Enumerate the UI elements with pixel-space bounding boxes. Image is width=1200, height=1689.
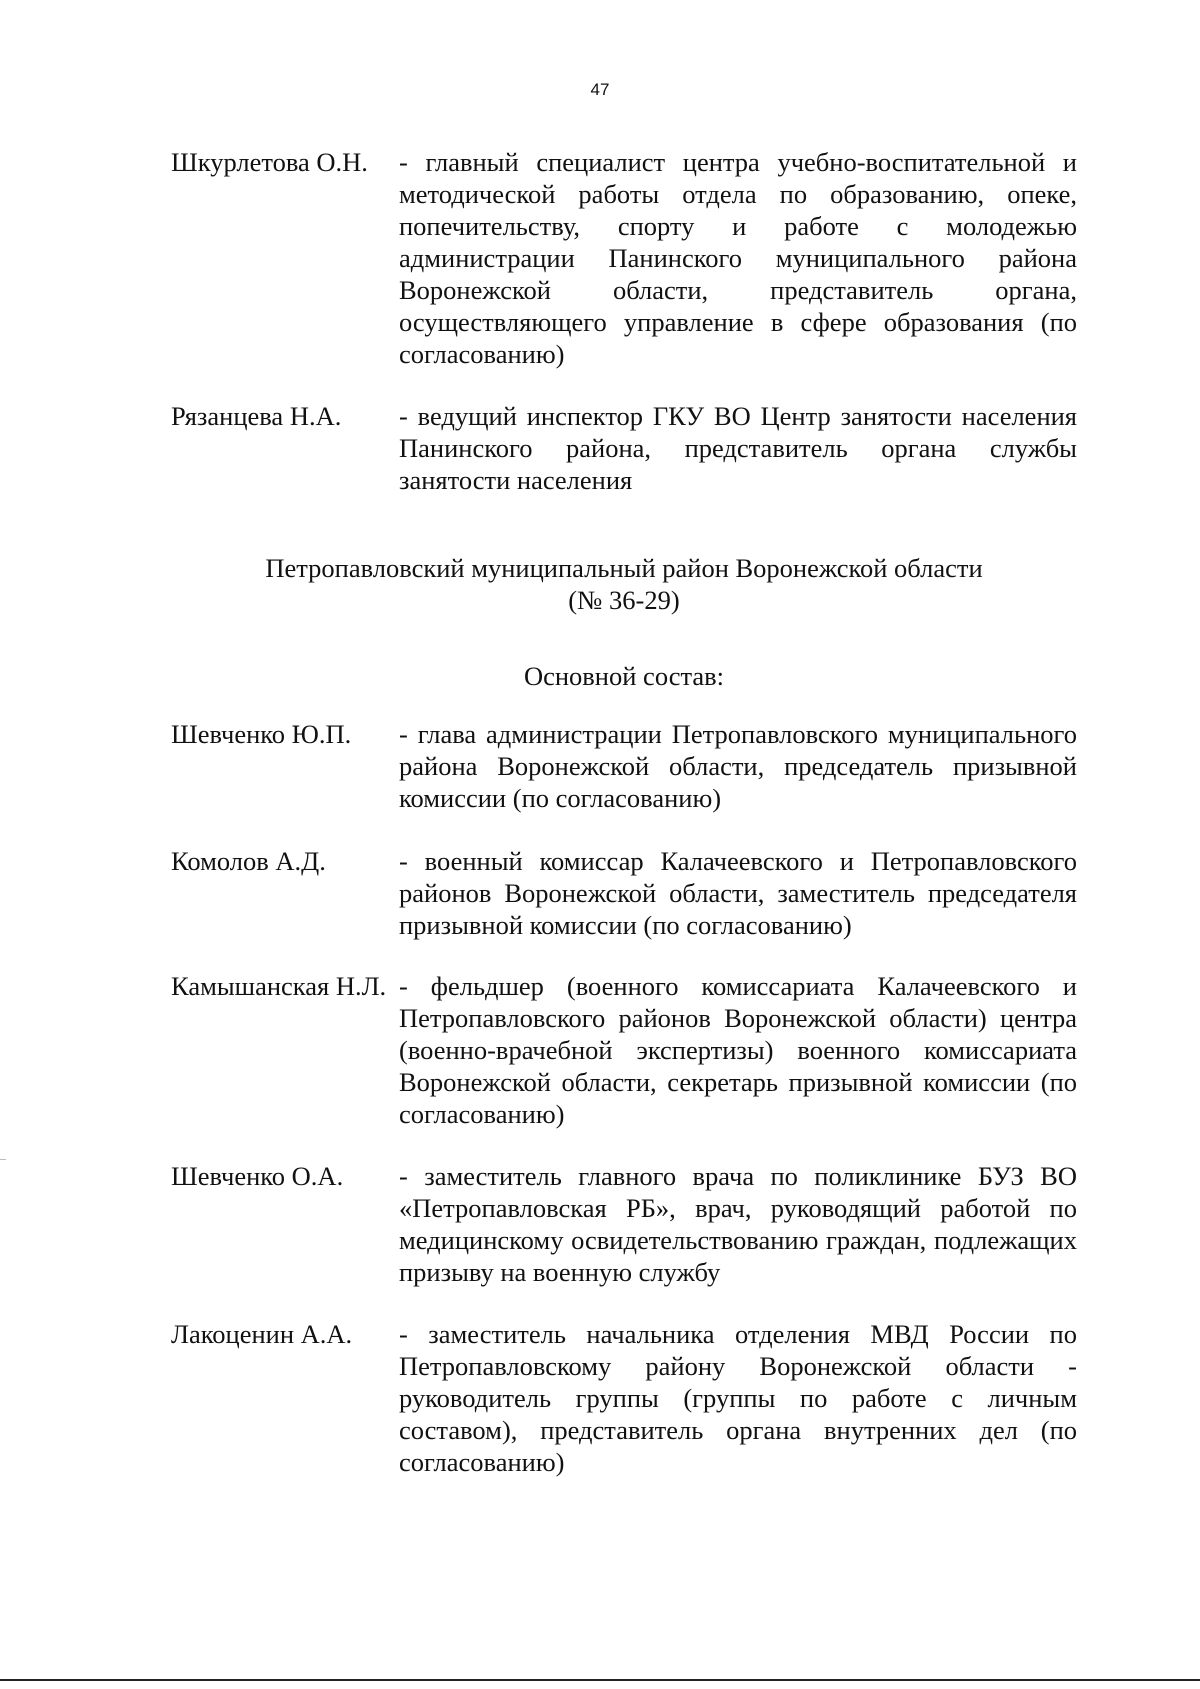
member-entry — [171, 1318, 1077, 1478]
member-entry — [171, 1160, 1077, 1288]
district-code: (№ 36-29) — [568, 585, 680, 615]
section-heading: Основной состав: — [523, 661, 725, 691]
member-description: - военный комиссар Калачеевского и Петропавловского районов Воронежской области, заместитель председателя призывной комиссии (по согласованию) — [399, 846, 1077, 940]
member-entry — [171, 845, 1077, 941]
document-body — [171, 146, 1077, 1478]
member-name: Рязанцева Н.А. — [171, 401, 342, 431]
member-description: - фельдшер (военного комиссариата Калачеевского и Петропавловского районов Воронежской области) центра (военно-врачебной экспертизы) военного комиссариата Воронежской области, секретарь призывной комиссии (по согласованию) — [399, 971, 1077, 1129]
member-entry — [171, 718, 1077, 814]
margin-mark — [0, 1159, 6, 1160]
district-title: Петропавловский муниципальный район Воронежской области — [265, 553, 983, 583]
member-description: - заместитель главного врача по поликлинике БУЗ ВО «Петропавловская РБ», врач, руководящий работой по медицинскому освидетельствованию граждан, подлежащих призыву на военную службу — [399, 1161, 1077, 1287]
member-name: Камышанская Н.Л. — [171, 971, 387, 1001]
page-number: 47 — [590, 80, 610, 99]
member-entry — [171, 146, 1077, 370]
member-name: Лакоценин А.А. — [171, 1319, 353, 1349]
member-entry — [171, 400, 1077, 496]
member-name: Комолов А.Д. — [171, 846, 326, 876]
member-entry — [171, 970, 1077, 1130]
member-description: - главный специалист центра учебно-воспитательной и методической работы отдела по образованию, опеке, попечительству, спорту и работе с молодежью администрации Панинского муниципального района Воронежской области, представитель органа, осуществляющего управление в сфере образования (по согласованию) — [399, 147, 1077, 369]
member-description: - ведущий инспектор ГКУ ВО Центр занятости населения Панинского района, представитель органа службы занятости населения — [399, 401, 1077, 495]
member-description: - глава администрации Петропавловского муниципального района Воронежской области, председатель призывной комиссии (по согласованию) — [399, 719, 1077, 813]
member-name: Шкурлетова О.Н. — [171, 147, 368, 177]
member-description: - заместитель начальника отделения МВД России по Петропавловскому району Воронежской области - руководитель группы (группы по работе с личным составом), представитель органа внутренних дел (по согласованию) — [399, 1319, 1077, 1477]
member-name: Шевченко Ю.П. — [171, 719, 352, 749]
member-name: Шевченко О.А. — [171, 1161, 344, 1191]
district-heading — [171, 552, 1077, 616]
page-bottom-rule — [0, 1679, 1200, 1681]
